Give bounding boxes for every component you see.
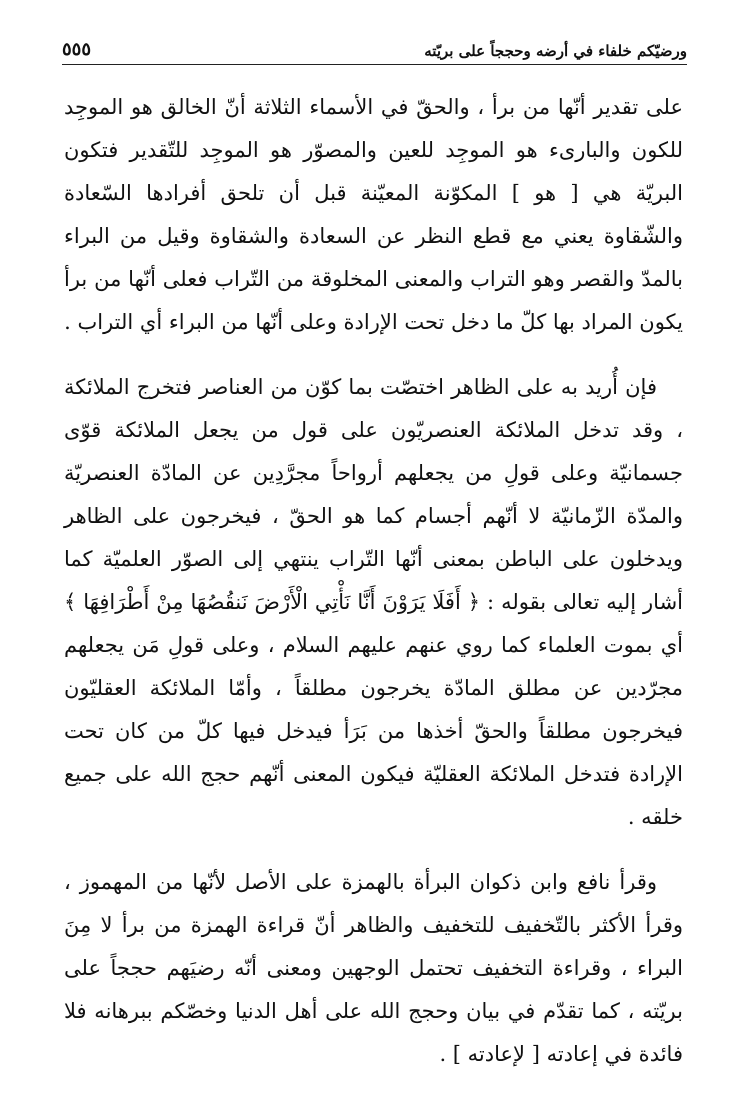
- running-title: ورضيّكم خلفاء في أرضه وحججاً على بريّته: [424, 42, 687, 60]
- page-number: ٥٥٥: [62, 39, 92, 60]
- quran-verse: ﴿ أَفَلَا يَرَوْنَ أَنَّا نَأْتِي الْأَرْضَ نَنقُصُهَا مِنْ أَطْرَافِهَا ﴾: [64, 590, 481, 614]
- running-header: [62, 28, 687, 65]
- paragraph-3: وقرأ نافع وابن ذكوان البرأة بالهمزة على الأصل لأنّها من المهموز ، وقرأ الأكثر بالتّخفيف للتخفيف والظاهر أنّ قراءة الهمزة من برأ لا مِنَ البراء ، وقراءة التخفيف تحتمل الوجهين ومعنى أنّه رضيَهم حججاً على بريّته ، كما تقدّم في بيان وحجج الله على أهل الدنيا وخصّكم ببرهانه فلا فائدة في إعادته [ لإعادته ] .: [64, 870, 683, 1066]
- body-text: [64, 86, 683, 1098]
- paragraph-2-text-after: أي بموت العلماء كما روي عنهم عليهم السلام ، وعلى قولِ مَن يجعلهم مجرّدين عن مطلق المادّة يخرجون مطلقاً ، وأمّا الملائكة العقليّون فيخرجون مطلقاً والحقّ أخذها من بَرَأ فيدخل فيها كلّ من كان تحت الإرادة فتدخل الملائكة العقليّة فيكون المعنى أنّهم حجج الله على جميع خلقه .: [64, 633, 683, 829]
- paragraph-2-text-before: فإن أُريد به على الظاهر اختصّت بما كوّن من العناصر فتخرج الملائكة ، وقد تدخل الملائكة العنصريّون على قول من يجعل الملائكة قوّى جسمانيّة وعلى قولِ من يجعلهم أرواحاً مجرَّدِين عن المادّة العنصريّة والمدّة الزّمانيّة لا أنّهم أجسام كما هو الحقّ ، فيخرجون على الظاهر ويدخلون على الباطن بمعنى أنّها التّراب ينتهي إلى الصوّر العلميّة كما أشار إليه تعالى بقوله :: [64, 375, 684, 614]
- paragraph-1: على تقدير أنّها من برأ ، والحقّ في الأسماء الثلاثة أنّ الخالق هو الموجِد للكون والبارىء هو الموجِد للعين والمصوّر هو الموجِد للتّقدير فتكون البريّة هي [ هو ] المكوّنة المعيّنة قبل أن تلحق أفرادها السّعادة والشّقاوة يعني مع قطع النظر عن السعادة والشقاوة وقيل من البراء بالمدّ والقصر وهو التراب والمعنى المخلوقة من التّراب فعلى أنّها من برأ يكون المراد بها كلّ ما دخل تحت الإرادة وعلى أنّها من البراء أي التراب .: [64, 95, 683, 334]
- paragraph-2: [64, 366, 683, 839]
